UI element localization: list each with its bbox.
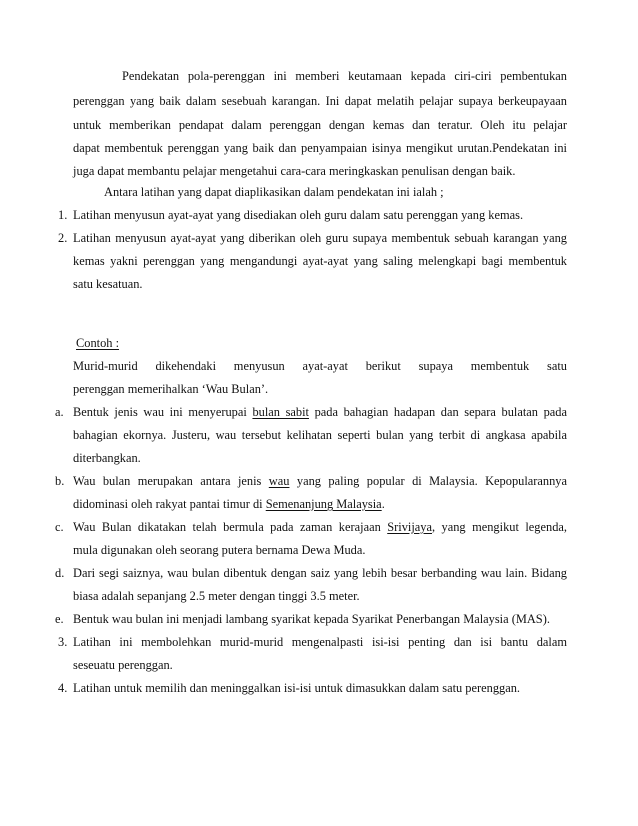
item-1-text: Latihan menyusun ayat-ayat yang disediakan oleh guru dalam satu perenggan yang kemas. xyxy=(73,208,524,222)
contoh-heading: Contoh : xyxy=(76,336,120,350)
item-2-line-3: satu kesatuan. xyxy=(73,277,143,291)
sub-b-marker: b. xyxy=(55,474,65,488)
intro-line-3: untuk memberikan pendapat dalam perenggan dengan kemas dan teratur. Oleh itu pelajar xyxy=(73,118,567,132)
contoh-line-1: Murid-murid dikehendaki menyusun ayat-ayat berikut supaya membentuk satu xyxy=(73,359,567,373)
sub-b-underlined-2: Semenanjung Malaysia xyxy=(265,497,382,511)
antara-line: Antara latihan yang dapat diaplikasikan dalam pendekatan ini ialah ; xyxy=(104,185,444,199)
sub-e-line-1: Bentuk wau bulan ini menjadi lambang syarikat kepada Syarikat Penerbangan Malaysia (MAS). xyxy=(73,612,550,626)
item-2-line-1: Latihan menyusun ayat-ayat yang diberikan oleh guru supaya membentuk sebuah karangan yang xyxy=(73,231,567,245)
sub-b-line-2: didominasi oleh rakyat pantai timur di Semenanjung Malaysia. xyxy=(73,497,385,511)
item-4-number: 4. xyxy=(58,681,68,695)
item-1-number: 1. xyxy=(58,208,68,222)
sub-d-line-2: biasa adalah sepanjang 2.5 meter dengan tinggi 3.5 meter. xyxy=(73,589,360,603)
sub-c-line-2: mula digunakan oleh seorang putera bernama Dewa Muda. xyxy=(73,543,366,557)
sub-c-marker: c. xyxy=(55,520,64,534)
sub-b-underlined: wau xyxy=(268,474,290,488)
sub-c-line-1: Wau Bulan dikatakan telah bermula pada zaman kerajaan Srivijaya, yang mengikut legenda, xyxy=(73,520,567,534)
sub-d-line-1: Dari segi saiznya, wau bulan dibentuk dengan saiz yang lebih besar berbanding wau lain. Bidang xyxy=(73,566,567,580)
item-2-number: 2. xyxy=(58,231,68,245)
sub-c-underlined: Srivijaya xyxy=(387,520,432,534)
item-3-line-1: Latihan ini membolehkan murid-murid mengenalpasti isi-isi penting dan isi bantu dalam xyxy=(73,635,567,649)
sub-b-line-1: Wau bulan merupakan antara jenis wau yang paling popular di Malaysia. Kepopularannya xyxy=(73,474,567,488)
intro-line-1: Pendekatan pola-perenggan ini memberi keutamaan kepada ciri-ciri pembentukan xyxy=(122,69,567,83)
sub-a-line-1: Bentuk jenis wau ini menyerupai bulan sabit pada bahagian hadapan dan separa bulatan pada xyxy=(73,405,568,419)
intro-line-4: dapat membentuk perenggan yang baik dan penyampaian isinya mengikut urutan.Pendekatan ini xyxy=(73,141,567,155)
item-4-text: Latihan untuk memilih dan meninggalkan isi-isi untuk dimasukkan dalam satu perenggan. xyxy=(73,681,521,695)
sub-a-marker: a. xyxy=(55,405,64,419)
sub-a-line-2: bahagian ekornya. Justeru, wau tersebut kelihatan seperti bulan yang terbit di angkasa apabila xyxy=(73,428,567,442)
item-2-line-2: kemas yakni perenggan yang mengandungi ayat-ayat yang saling melengkapi bagi membentuk xyxy=(73,254,567,268)
sub-e-marker: e. xyxy=(55,612,64,626)
contoh-line-2: perenggan memerihalkan ‘Wau Bulan’. xyxy=(73,382,269,396)
sub-a-underlined: bulan sabit xyxy=(252,405,309,419)
item-3-line-2: seseuatu perenggan. xyxy=(73,658,173,672)
sub-d-marker: d. xyxy=(55,566,65,580)
sub-a-line-3: diterbangkan. xyxy=(73,451,141,465)
intro-line-5: juga dapat membantu pelajar mengetahui cara-cara meringkaskan penulisan dengan baik. xyxy=(73,164,516,178)
intro-line-2: perenggan yang baik dalam sesebuah karangan. Ini dapat melatih pelajar supaya berkeupayaan xyxy=(73,94,567,108)
item-3-number: 3. xyxy=(58,635,68,649)
